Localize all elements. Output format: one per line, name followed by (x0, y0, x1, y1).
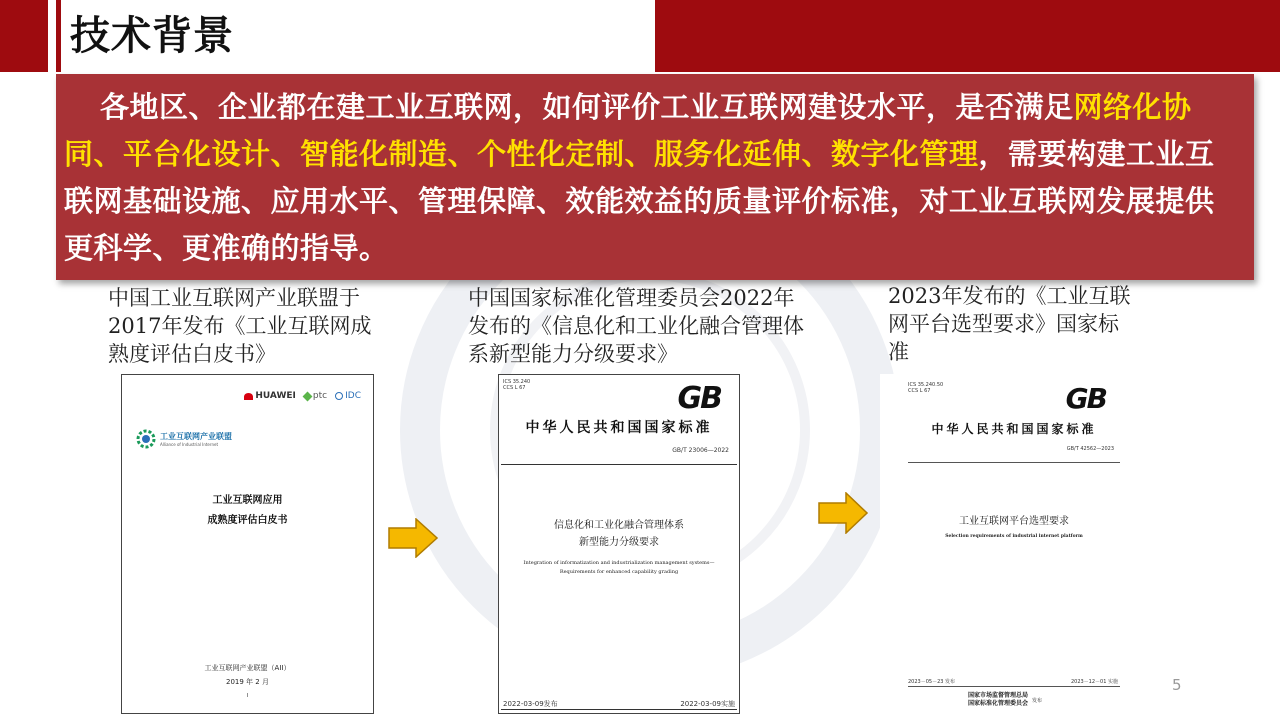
whitepaper-cover (121, 374, 374, 714)
banner-highlight: 网络化协同、平台化设计、智能化制造、个性化定制、服务化延伸、数字化管理 (64, 90, 1192, 171)
standard-2022-cover (498, 374, 740, 714)
whitepaper-footer: 工业互联网产业联盟（AII） 2019 年 2 月 I (204, 664, 291, 699)
huawei-logo: HUAWEI (244, 391, 296, 401)
arrow-right-icon-2 (818, 492, 868, 534)
gb-logo-2: GB (1065, 382, 1106, 415)
partner-logos (244, 391, 361, 401)
intro-banner (56, 74, 1254, 280)
idc-logo: IDC (335, 391, 361, 401)
ptc-logo: ptc (304, 391, 327, 401)
doc3-ics: ICS 35.240.50 CCS L 67 (908, 382, 944, 394)
doc3-publish-date: 2023－05－23 发布 (908, 679, 956, 685)
slide-title: 技术背景 (70, 13, 234, 59)
arrow-right-icon (388, 518, 438, 558)
doc3-std-number: GB/T 42562—2023 (1066, 446, 1114, 452)
doc3-english-title: Selection requirements of industrial internet platform (945, 534, 1083, 539)
header-bar-right (655, 0, 1280, 72)
page-number: 5 (1172, 676, 1182, 694)
banner-text-after: ，需要构建工业互联网基础设施、应用水平、管理保障、效能效益的质量评价标准，对工业互联网发展提供更科学、更准确的指导。 (64, 137, 1215, 265)
banner-text-before: 各地区、企业都在建工业互联网，如何评价工业互联网建设水平，是否满足 (100, 90, 1074, 124)
doc2-std-number: GB/T 23006—2022 (672, 447, 729, 454)
gb-logo: GB (677, 381, 721, 416)
doc2-implement-date: 2022-03-09实施 (680, 700, 735, 708)
national-standard-heading-2: 中华人民共和国国家标准 (931, 422, 1097, 436)
whitepaper-title: 工业互联网应用 成熟度评估白皮书 (207, 495, 288, 526)
doc3-issuers: 国家市场监督管理总局 国家标准化管理委员会 发布 (967, 692, 1043, 707)
caption-standard-2022: 中国国家标准化管理委员会2022年发布的《信息化和工业化融合管理体系新型能力分级要求》 (468, 286, 804, 366)
doc3-title: 工业互联网平台选型要求 (959, 516, 1069, 527)
national-standard-heading: 中华人民共和国国家标准 (525, 420, 713, 436)
standard-2023-cover (880, 374, 1130, 714)
doc2-divider (501, 464, 737, 465)
caption-standard-2023: 2023年发布的《工业互联网平台选型要求》国家标准 (888, 284, 1131, 364)
aii-gear-icon (136, 429, 156, 449)
banner-text (64, 84, 1230, 272)
doc3-divider (908, 462, 1120, 463)
doc2-ics: ICS 35.240 CCS L 67 (503, 379, 531, 391)
doc3-implement-date: 2023－12－01 实施 (1070, 679, 1118, 685)
doc2-publish-date: 2022-03-09发布 (503, 700, 558, 708)
doc2-bottom-line (501, 709, 737, 710)
doc3-bottom-line (908, 686, 1120, 687)
caption-whitepaper: 中国工业互联网产业联盟于2017年发布《工业互联网成熟度评估白皮书》 (108, 286, 372, 366)
doc2-english-title: Integration of informatization and industrialization management systems— Requirements for enhanced capability grading (523, 560, 715, 575)
aii-logo: 工业互联网产业联盟 Alliance of Industrial Internet (136, 429, 232, 449)
header-bar-left (0, 0, 48, 72)
title-accent-bar (56, 0, 61, 72)
ptc-icon (302, 391, 312, 401)
huawei-icon (244, 393, 253, 400)
idc-icon (335, 392, 343, 400)
doc2-title: 信息化和工业化融合管理体系 新型能力分级要求 (554, 520, 684, 548)
